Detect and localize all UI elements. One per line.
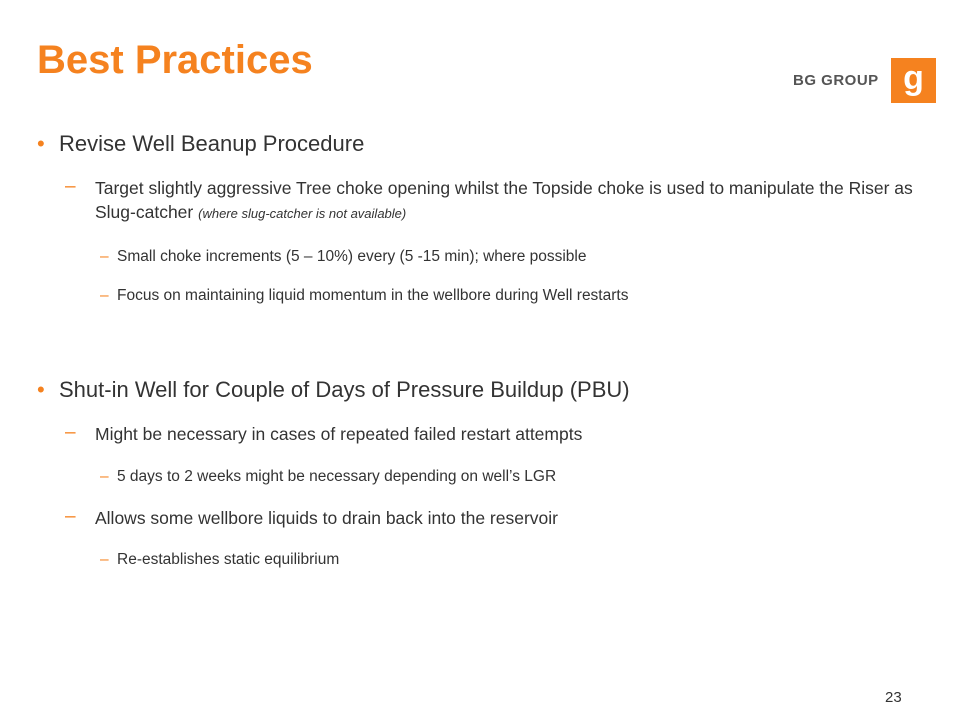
item-note: (where slug-catcher is not available) [198,206,407,221]
dash-icon: – [100,287,109,304]
subitem-text: Focus on maintaining liquid momentum in the wellbore during Well restarts [117,287,629,304]
section-heading: Revise Well Beanup Procedure [59,131,365,156]
subitem-text: Small choke increments (5 – 10%) every (5 -15 min); where possible [117,248,587,265]
bullet-level1 [37,376,917,404]
dash-icon: – [100,551,109,568]
logo-text: BG GROUP [793,72,879,89]
dash-icon: – [65,506,76,527]
bullet-level2 [37,422,917,446]
dash-icon: – [100,248,109,265]
dash-icon: – [100,468,109,485]
subitem-text: Re-establishes static equilibrium [117,551,340,568]
dash-icon: – [65,422,76,443]
bullet-level1 [37,130,917,158]
dash-icon: – [65,176,76,197]
page-number: 23 [885,689,902,706]
slide-title: Best Practices [37,38,313,82]
bullet-dot-icon: • [37,131,45,156]
bullet-level3 [37,467,917,487]
bullet-level3 [37,247,917,267]
bullet-level2 [37,506,917,530]
item-text: Allows some wellbore liquids to drain back into the reservoir [95,508,558,528]
section-heading: Shut-in Well for Couple of Days of Pressure Buildup (PBU) [59,377,630,402]
item-text: Target slightly aggressive Tree choke opening whilst the Topside choke is used to manipulate the Riser as Slug-catcher [95,178,913,222]
bullet-level3 [37,550,917,570]
bullet-level2 [37,176,917,226]
bullet-dot-icon: • [37,377,45,402]
svg-text:g: g [902,59,924,97]
subitem-text: 5 days to 2 weeks might be necessary depending on well’s LGR [117,468,557,485]
bullet-level3 [37,286,917,306]
company-logo [793,58,936,103]
bg-logo-icon [891,58,936,103]
item-text: Might be necessary in cases of repeated failed restart attempts [95,424,583,444]
slide-content [37,130,917,570]
